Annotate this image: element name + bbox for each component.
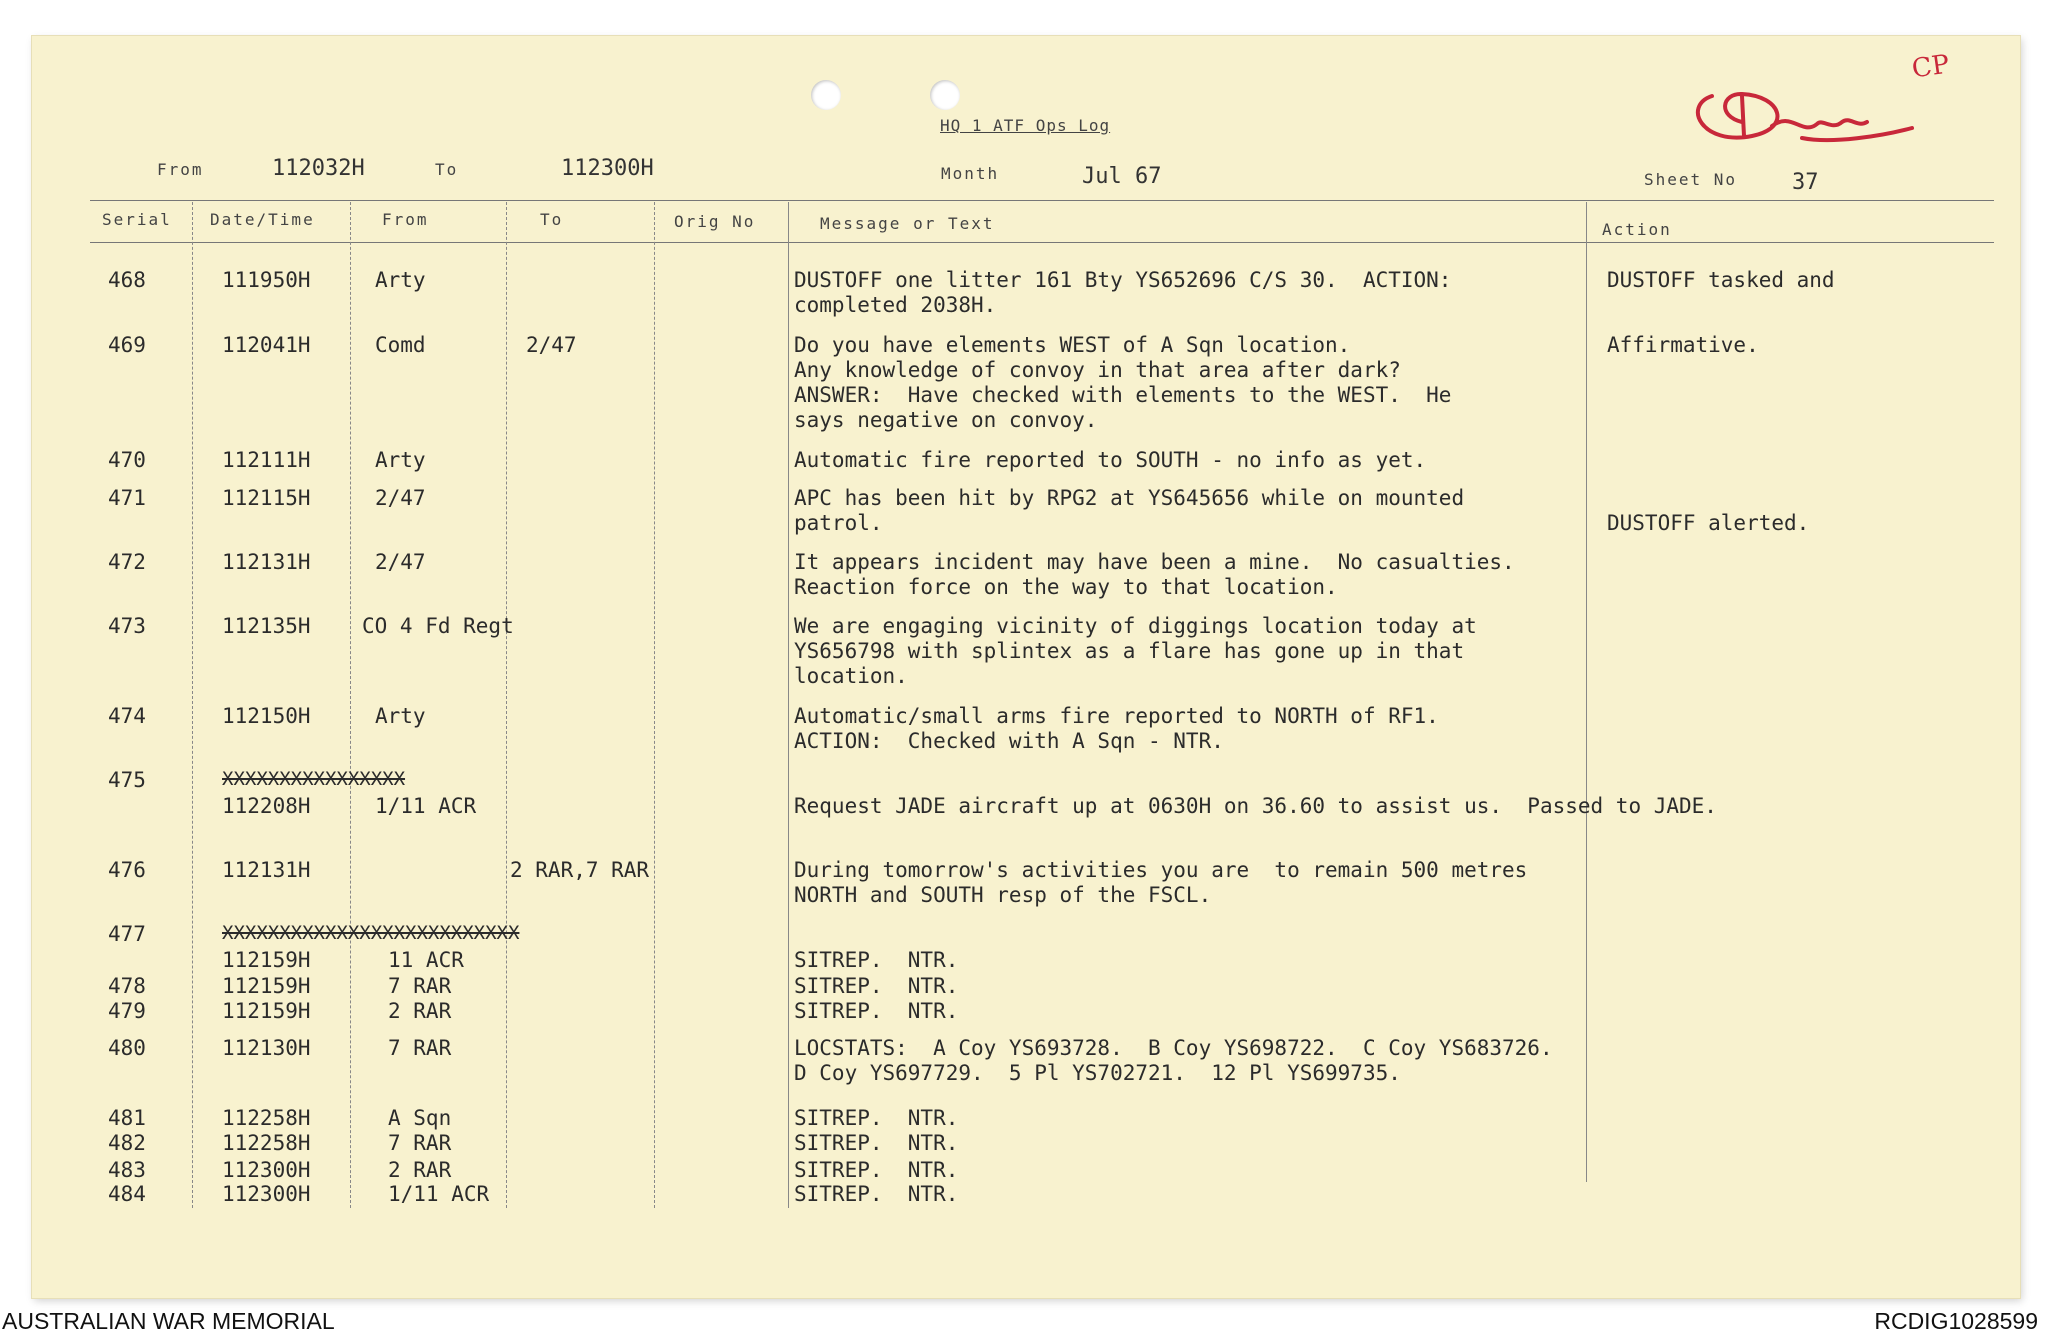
row-time: 112159H — [222, 948, 311, 972]
row-action: DUSTOFF tasked and — [1607, 268, 1835, 292]
row-serial: 468 — [108, 268, 146, 292]
row-time: 112115H — [222, 486, 311, 510]
row-time: 112041H — [222, 333, 311, 357]
row-message-line: location. — [794, 664, 908, 688]
row-serial: 482 — [108, 1131, 146, 1155]
row-time: 112159H — [222, 999, 311, 1023]
row-time: 112135H — [222, 614, 311, 638]
row-time: 112111H — [222, 448, 311, 472]
row-message-line: says negative on convoy. — [794, 408, 1098, 432]
row-message-line: SITREP. NTR. — [794, 1182, 959, 1206]
row-from: 7 RAR — [388, 1131, 452, 1155]
row-from: 7 RAR — [388, 974, 452, 998]
row-serial: 479 — [108, 999, 146, 1023]
row-serial: 474 — [108, 704, 146, 728]
row-time: 112300H — [222, 1158, 311, 1182]
divider-message — [1586, 202, 1587, 1182]
row-serial: 470 — [108, 448, 146, 472]
col-to: To — [540, 210, 564, 229]
row-message-line: SITREP. NTR. — [794, 974, 959, 998]
divider-serial — [192, 202, 193, 1208]
row-from: Comd — [375, 333, 426, 357]
row-time: 112258H — [222, 1131, 311, 1155]
row-serial: 481 — [108, 1106, 146, 1130]
row-message-line: APC has been hit by RPG2 at YS645656 while on mounted — [794, 486, 1465, 510]
row-from: 2/47 — [375, 486, 426, 510]
row-serial: 484 — [108, 1182, 146, 1206]
signature-annotation: CP — [1910, 49, 1952, 85]
log-sheet — [32, 36, 2020, 1298]
row-serial: 473 — [108, 614, 146, 638]
row-message-line: Automatic/small arms fire reported to NORTH of RF1. — [794, 704, 1439, 728]
from-label: From — [157, 160, 204, 179]
row-time: 112159H — [222, 974, 311, 998]
col-message: Message or Text — [820, 214, 995, 233]
row-from: 1/11 ACR — [375, 794, 477, 818]
row-time: 112208H — [222, 794, 311, 818]
divider-from — [506, 202, 507, 1208]
row-message-line: SITREP. NTR. — [794, 1131, 959, 1155]
row-from: 2 RAR — [388, 999, 452, 1023]
row-action: DUSTOFF alerted. — [1607, 511, 1810, 535]
row-serial: 483 — [108, 1158, 146, 1182]
row-from: Arty — [375, 704, 426, 728]
row-time: 112300H — [222, 1182, 311, 1206]
row-serial: 476 — [108, 858, 146, 882]
month-label: Month — [941, 164, 1000, 183]
row-serial: 472 — [108, 550, 146, 574]
row-message-line: ANSWER: Have checked with elements to the WEST. He — [794, 383, 1452, 407]
row-struck-entry: XXXXXXXXXXXXXXXXXXXXXXXXXX — [222, 922, 520, 944]
row-message-line: We are engaging vicinity of diggings location today at — [794, 614, 1477, 638]
sheet-label: Sheet No — [1644, 170, 1738, 189]
row-action: Affirmative. — [1607, 333, 1759, 357]
row-serial: 475 — [108, 768, 146, 792]
to-value: 112300H — [561, 156, 654, 181]
row-message-line: Reaction force on the way to that location. — [794, 575, 1338, 599]
row-from: 2/47 — [375, 550, 426, 574]
punch-hole-left — [811, 80, 841, 110]
row-from: 7 RAR — [388, 1036, 452, 1060]
row-struck-entry: XXXXXXXXXXXXXXXX — [222, 768, 406, 790]
row-from: A Sqn — [388, 1106, 452, 1130]
row-message-line: LOCSTATS: A Coy YS693728. B Coy YS698722. C Coy YS683726. — [794, 1036, 1553, 1060]
col-serial: Serial — [102, 210, 172, 229]
row-message-line: Do you have elements WEST of A Sqn location. — [794, 333, 1351, 357]
row-serial: 469 — [108, 333, 146, 357]
from-value: 112032H — [272, 156, 365, 181]
row-message-line: DUSTOFF one litter 161 Bty YS652696 C/S 30. ACTION: — [794, 268, 1452, 292]
row-time: 112258H — [222, 1106, 311, 1130]
row-message-line: Automatic fire reported to SOUTH - no info as yet. — [794, 448, 1427, 472]
divider-datetime — [350, 202, 351, 1208]
row-serial: 477 — [108, 922, 146, 946]
col-datetime: Date/Time — [210, 210, 315, 229]
row-message-line: D Coy YS697729. 5 Pl YS702721. 12 Pl YS699735. — [794, 1061, 1401, 1085]
header-top-rule — [90, 200, 1994, 201]
header-bottom-rule — [90, 242, 1994, 243]
row-from: 1/11 ACR — [388, 1182, 490, 1206]
to-label: To — [435, 160, 459, 179]
row-time: 112150H — [222, 704, 311, 728]
row-to: 2/47 — [526, 333, 577, 357]
row-message-line: SITREP. NTR. — [794, 1106, 959, 1130]
sheet-value: 37 — [1792, 170, 1819, 195]
row-message-line: NORTH and SOUTH resp of the FSCL. — [794, 883, 1212, 907]
row-message-line: YS656798 with splintex as a flare has gone up in that — [794, 639, 1465, 663]
row-serial: 471 — [108, 486, 146, 510]
row-serial: 478 — [108, 974, 146, 998]
row-time: 112131H — [222, 858, 311, 882]
divider-to — [654, 202, 655, 1208]
row-message-line: It appears incident may have been a mine. No casualties. — [794, 550, 1515, 574]
row-to: 2 RAR,7 RAR — [510, 858, 650, 882]
row-from: CO 4 Fd Regt — [362, 614, 514, 638]
row-message-line: completed 2038H. — [794, 293, 997, 317]
col-orig: Orig No — [674, 212, 756, 231]
log-title: HQ 1 ATF Ops Log — [940, 116, 1111, 135]
row-from: Arty — [375, 268, 426, 292]
row-serial: 480 — [108, 1036, 146, 1060]
row-message-line: During tomorrow's activities you are to remain 500 metres — [794, 858, 1528, 882]
row-time: 112130H — [222, 1036, 311, 1060]
row-message-line: SITREP. NTR. — [794, 999, 959, 1023]
col-from: From — [382, 210, 429, 229]
row-from: Arty — [375, 448, 426, 472]
row-message-line: Request JADE aircraft up at 0630H on 36.60 to assist us. Passed to JADE. — [794, 794, 1717, 818]
archive-credit: AUSTRALIAN WAR MEMORIAL — [2, 1308, 335, 1334]
month-value: Jul 67 — [1082, 164, 1162, 189]
row-message-line: ACTION: Checked with A Sqn - NTR. — [794, 729, 1224, 753]
row-message-line: SITREP. NTR. — [794, 1158, 959, 1182]
punch-hole-right — [930, 80, 960, 110]
row-message-line: patrol. — [794, 511, 883, 535]
divider-orig — [788, 202, 789, 1208]
row-from: 2 RAR — [388, 1158, 452, 1182]
row-from: 11 ACR — [388, 948, 464, 972]
row-message-line: SITREP. NTR. — [794, 948, 959, 972]
col-action: Action — [1602, 220, 1672, 239]
archive-id: RCDIG1028599 — [1874, 1308, 2038, 1334]
row-time: 112131H — [222, 550, 311, 574]
row-message-line: Any knowledge of convoy in that area after dark? — [794, 358, 1401, 382]
row-time: 111950H — [222, 268, 311, 292]
